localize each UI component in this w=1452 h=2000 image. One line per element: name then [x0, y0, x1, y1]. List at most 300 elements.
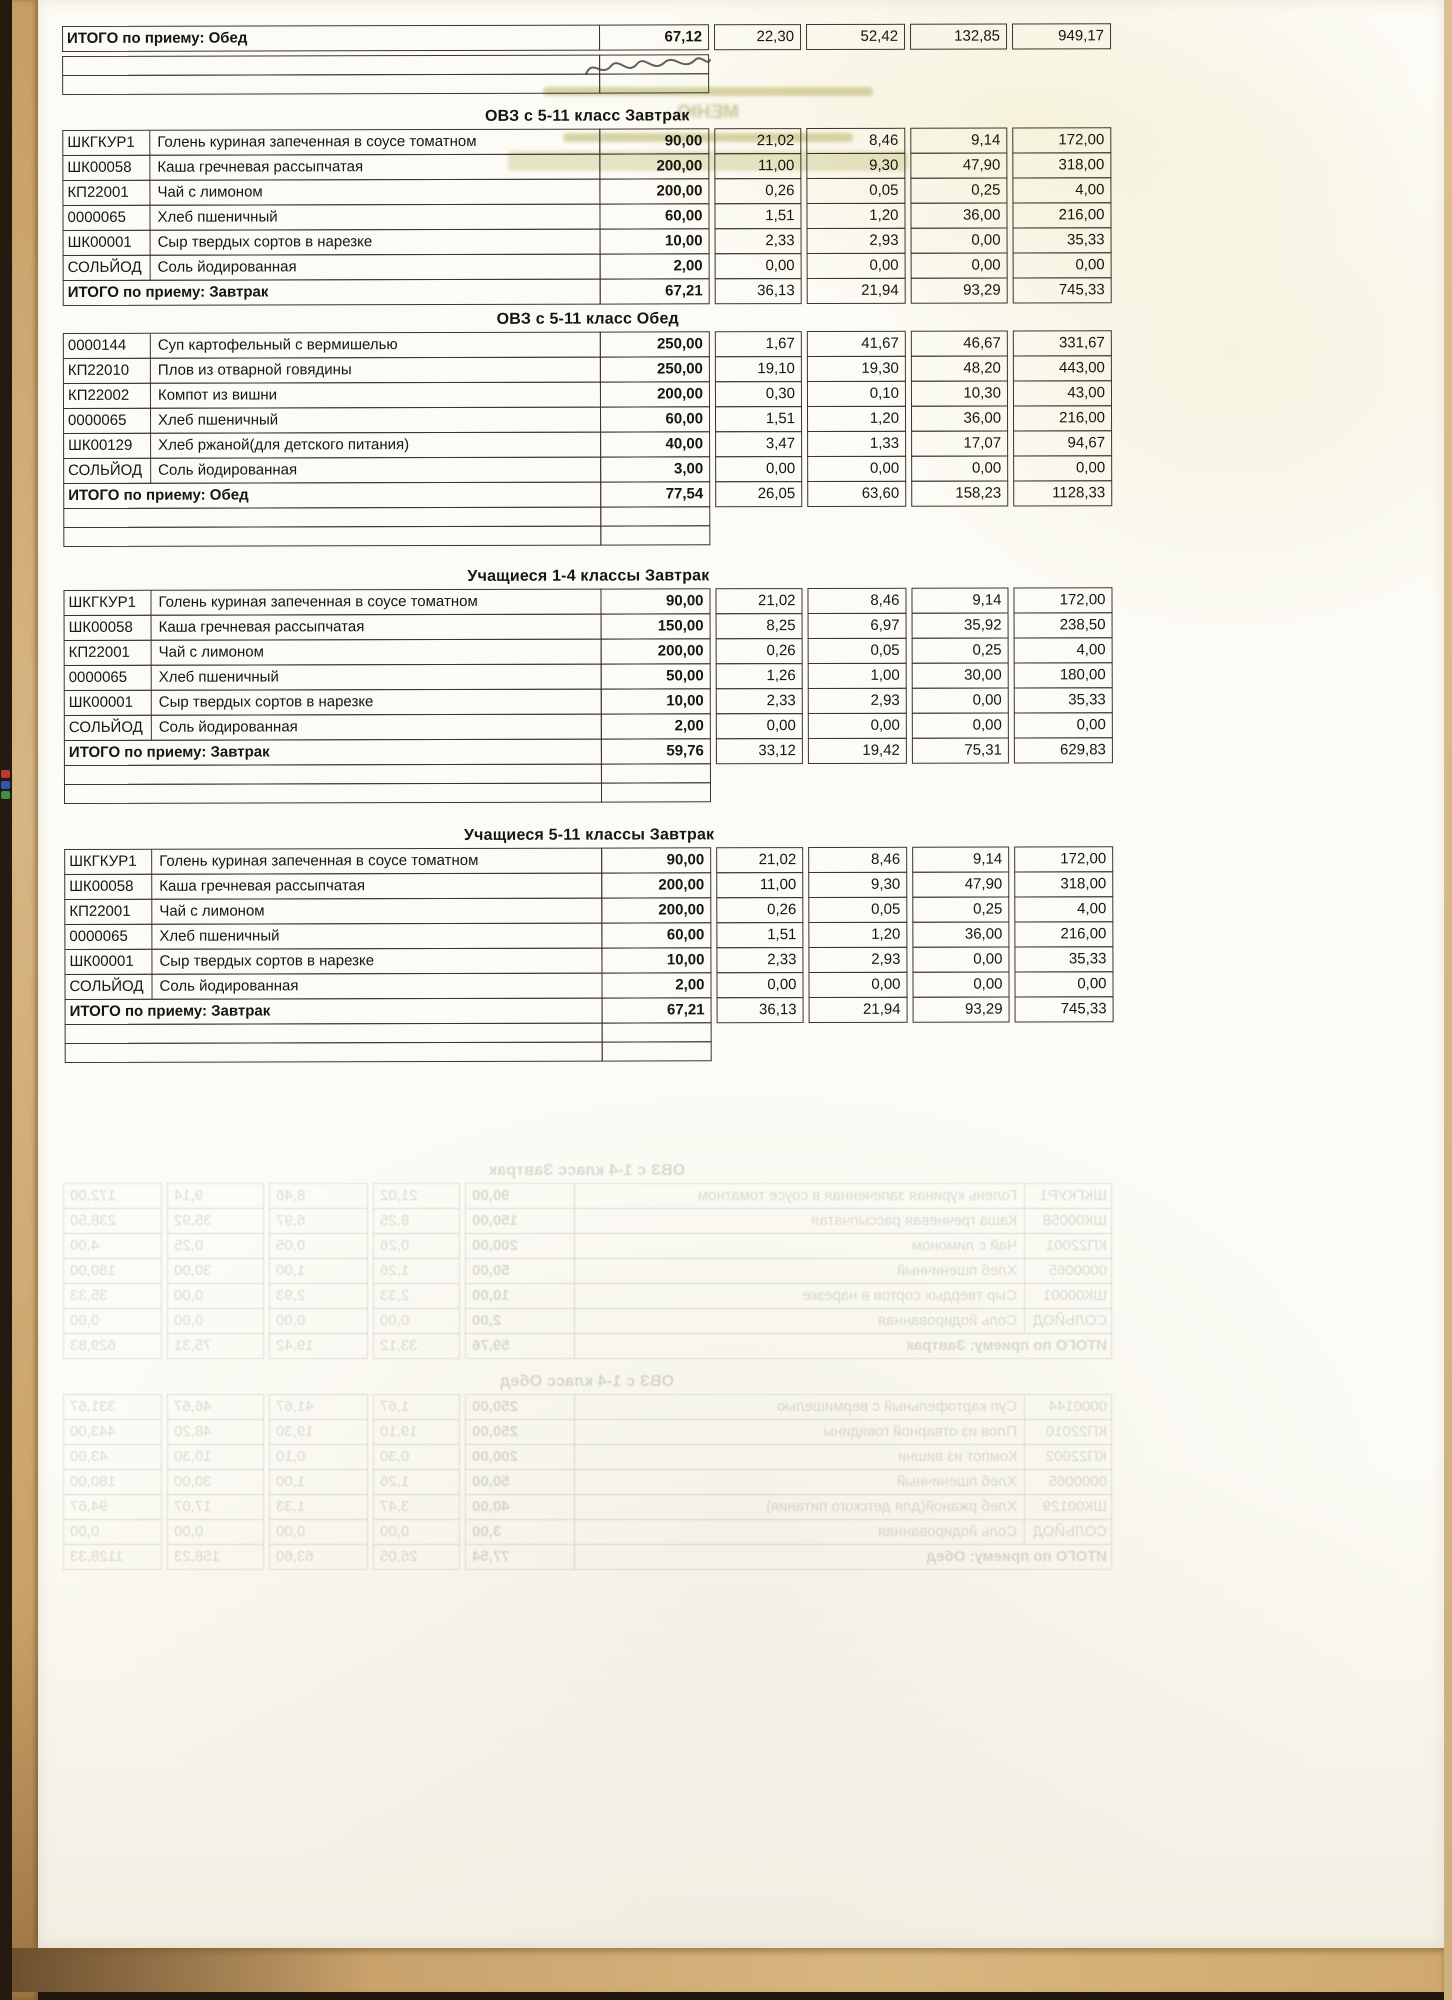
- dish-name: Соль йодированная: [574, 1519, 1024, 1545]
- total-qty: 59,76: [465, 1333, 575, 1359]
- nutrient-value: 8,46: [269, 1183, 368, 1209]
- dish-code: ШКГКУР1: [63, 590, 151, 616]
- dish-code: ШКГКУР1: [1024, 1183, 1112, 1209]
- nutrient-value: 0,26: [714, 178, 801, 204]
- table-row: [60, 1394, 1112, 1420]
- nutrient-value: 0,26: [716, 638, 803, 664]
- dish-code: ШК00058: [1024, 1208, 1112, 1234]
- nutrient-value: 0,00: [269, 1308, 368, 1334]
- nutrient-value: 9,30: [806, 153, 905, 179]
- total-value: 63,60: [269, 1544, 368, 1570]
- dish-code: СОЛЬЙОД: [1024, 1308, 1112, 1334]
- empty-row: [63, 524, 1113, 547]
- total-value: 21,94: [807, 278, 906, 304]
- qty-value: 200,00: [465, 1444, 575, 1470]
- qty-value: 10,00: [600, 228, 710, 254]
- nutrient-value: 0,00: [912, 947, 1009, 973]
- dish-name: Чай с лимоном: [152, 898, 602, 925]
- qty-value: 3,00: [600, 456, 710, 482]
- qty-value: 200,00: [599, 178, 709, 204]
- dish-code: СОЛЬЙОД: [1024, 1519, 1112, 1545]
- nutrient-value: 21,02: [715, 588, 802, 614]
- nutrient-value: 1,51: [714, 203, 801, 229]
- dish-code: КП22001: [64, 899, 152, 925]
- dish-name: Голень куриная запеченная в соусе томатном: [151, 589, 601, 616]
- nutrient-value: 0,00: [373, 1308, 460, 1334]
- dish-name: Сыр твердых сортов в нарезке: [152, 948, 602, 975]
- total-value: 158,23: [167, 1544, 264, 1570]
- paper-edge-left: [12, 0, 38, 2000]
- nutrient-value: 1,00: [269, 1258, 368, 1284]
- total-value: 19,42: [269, 1333, 368, 1359]
- menu-table: [63, 330, 1113, 509]
- total-value: 21,94: [809, 997, 908, 1023]
- table-row: [60, 1233, 1112, 1259]
- ghost-section-title: ОВЗ с 1-4 класс Завтрак: [488, 1162, 686, 1179]
- table-row: [60, 1283, 1112, 1309]
- dish-name: Хлеб пшеничный: [574, 1469, 1024, 1495]
- nutrient-value: 1,26: [373, 1258, 460, 1284]
- qty-value: 60,00: [601, 922, 711, 948]
- total-row: [63, 480, 1113, 509]
- nutrient-value: 2,33: [373, 1283, 460, 1309]
- dish-code: СОЛЬЙОД: [63, 458, 151, 484]
- dish-name: Хлеб ржаной(для детского питания): [151, 432, 601, 459]
- nutrient-value: 2,93: [269, 1283, 368, 1309]
- nutrient-value: 238,50: [1014, 612, 1113, 638]
- ghost-showthrough-tables: [60, 1148, 1112, 1570]
- nutrient-value: 4,00: [1012, 177, 1111, 203]
- empty-cell: [599, 73, 709, 93]
- empty-cell: [602, 1022, 712, 1042]
- empty-cell: [63, 526, 601, 547]
- empty-cell: [63, 507, 601, 528]
- dish-code: ШК00001: [64, 949, 152, 975]
- nutrient-value: 1,26: [716, 663, 803, 689]
- nutrient-value: 48,20: [911, 356, 1008, 382]
- dish-code: 0000065: [1024, 1469, 1112, 1495]
- total-value: 158,23: [911, 481, 1008, 507]
- nutrient-value: 47,90: [910, 153, 1007, 179]
- nutrient-value: 331,67: [63, 1394, 162, 1420]
- nutrient-value: 21,02: [373, 1183, 460, 1209]
- nutrient-value: 216,00: [1013, 405, 1112, 431]
- total-value: 75,31: [167, 1333, 264, 1359]
- dish-code: КП22001: [62, 180, 150, 206]
- nutrient-value: 46,67: [167, 1394, 264, 1420]
- nutrient-value: 35,33: [63, 1283, 162, 1309]
- menu-table: [60, 1183, 1112, 1359]
- dish-code: ШК00129: [1024, 1494, 1112, 1520]
- total-row: [60, 1544, 1112, 1570]
- nutrient-value: 0,00: [911, 228, 1008, 254]
- nutrient-value: 0,10: [269, 1444, 368, 1470]
- nutrient-value: 172,00: [63, 1183, 162, 1209]
- nutrient-value: 8,25: [716, 613, 803, 639]
- ghost-section-title: ОВЗ с 1-4 класс Обед: [499, 1373, 675, 1390]
- nutrient-value: 0,00: [808, 972, 907, 998]
- nutrient-value: 180,00: [1014, 662, 1113, 688]
- nutrient-value: 1,20: [807, 406, 906, 432]
- nutrient-value: 216,00: [1012, 202, 1111, 228]
- nutrient-value: 1,67: [715, 331, 802, 357]
- qty-value: 200,00: [599, 153, 709, 179]
- dish-code: ШК00058: [64, 615, 152, 641]
- total-value: 93,29: [913, 997, 1010, 1023]
- nutrient-value: 21,02: [716, 847, 803, 873]
- dish-name: Компот из вишни: [151, 382, 601, 409]
- nutrient-value: 9,14: [912, 847, 1009, 873]
- scanner-background-strip: [0, 0, 12, 2000]
- nutrient-value: 30,00: [167, 1258, 264, 1284]
- empty-cell: [599, 54, 709, 74]
- nutrient-value: 180,00: [63, 1258, 162, 1284]
- nutrient-value: 0,25: [912, 897, 1009, 923]
- color-mark-red: [1, 770, 10, 778]
- dish-name: Хлеб ржаной(для детского питания): [574, 1494, 1024, 1520]
- spacer: [63, 544, 1113, 567]
- section-title: Учащиеся 1-4 классы Завтрак: [467, 567, 710, 585]
- dish-name: Плов из отварной говядины: [151, 357, 601, 384]
- total-qty: 67,21: [600, 278, 710, 304]
- dish-name: Каша гречневая рассыпчатая: [574, 1208, 1024, 1234]
- total-value: 63,60: [807, 481, 906, 507]
- total-row: [65, 996, 1115, 1025]
- total-qty: 77,54: [600, 481, 710, 507]
- total-value: 33,12: [716, 738, 803, 764]
- total-qty: 59,76: [601, 738, 711, 764]
- nutrient-value: 0,00: [912, 688, 1009, 714]
- empty-row: [64, 781, 1114, 804]
- nutrient-value: 4,00: [1014, 637, 1113, 663]
- table-row: [60, 1308, 1112, 1334]
- dish-name: Чай с лимоном: [574, 1233, 1024, 1259]
- empty-cell: [62, 74, 600, 95]
- paper-edge-bottom: [12, 1948, 1444, 1992]
- total-value: 1128,33: [63, 1544, 162, 1570]
- nutrient-value: 1,00: [269, 1469, 368, 1495]
- dish-code: КП22010: [63, 358, 151, 384]
- nutrient-value: 2,93: [807, 228, 906, 254]
- total-label: ИТОГО по приему: Обед: [63, 482, 601, 509]
- dish-name: Соль йодированная: [152, 714, 602, 741]
- nutrient-value: 0,25: [910, 178, 1007, 204]
- qty-value: 150,00: [465, 1208, 575, 1234]
- dish-code: КП22001: [1024, 1233, 1112, 1259]
- nutrient-value: 1,20: [808, 922, 907, 948]
- dish-code: ШКГКУР1: [62, 130, 150, 156]
- table-row: [60, 1469, 1112, 1495]
- nutrient-value: 94,67: [63, 1494, 162, 1520]
- qty-value: 2,00: [600, 253, 710, 279]
- nutrient-value: 2,33: [716, 688, 803, 714]
- nutrient-value: 0,00: [716, 713, 803, 739]
- dish-code: КП22002: [1024, 1444, 1112, 1470]
- total-value: 949,17: [1012, 23, 1111, 49]
- total-value: 745,33: [1013, 277, 1112, 303]
- menu-table: [60, 1394, 1112, 1570]
- dish-name: Каша гречневая рассыпчатая: [152, 614, 602, 641]
- nutrient-value: 36,00: [912, 922, 1009, 948]
- dish-name: Компот из вишни: [574, 1444, 1024, 1470]
- ghost-menu-title: МЕНЮ: [677, 102, 739, 123]
- total-qty: 67,12: [599, 24, 709, 50]
- nutrient-value: 11,00: [716, 872, 803, 898]
- dish-code: ШК00001: [63, 230, 151, 256]
- nutrient-value: 17,07: [911, 431, 1008, 457]
- nutrient-value: 8,46: [807, 588, 906, 614]
- total-value: 22,30: [714, 24, 801, 50]
- paper: [38, 0, 1444, 1948]
- dish-name: Хлеб пшеничный: [152, 923, 602, 950]
- nutrient-value: 0,10: [807, 381, 906, 407]
- nutrient-value: 3,47: [715, 431, 802, 457]
- dish-code: 0000065: [64, 665, 152, 691]
- dish-name: Каша гречневая рассыпчатая: [150, 154, 600, 181]
- qty-value: 2,00: [465, 1308, 575, 1334]
- nutrient-value: 2,93: [808, 947, 907, 973]
- menu-document-content: [62, 23, 1115, 1063]
- nutrient-value: 19,10: [373, 1419, 460, 1445]
- dish-name: Соль йодированная: [574, 1308, 1024, 1334]
- empty-cell: [600, 525, 710, 545]
- nutrient-value: 3,47: [373, 1494, 460, 1520]
- nutrient-value: 172,00: [1013, 587, 1112, 613]
- nutrient-value: 19,30: [269, 1419, 368, 1445]
- qty-value: 250,00: [600, 356, 710, 382]
- nutrient-value: 30,00: [167, 1469, 264, 1495]
- empty-row: [62, 72, 1112, 95]
- dish-code: ШК00129: [63, 433, 151, 459]
- nutrient-value: 8,46: [808, 847, 907, 873]
- total-value: 26,05: [715, 481, 802, 507]
- nutrient-value: 41,67: [269, 1394, 368, 1420]
- nutrient-value: 36,00: [911, 406, 1008, 432]
- dish-code: 0000065: [1024, 1258, 1112, 1284]
- total-label: ИТОГО по приему: Завтрак: [63, 279, 601, 306]
- nutrient-value: 0,05: [269, 1233, 368, 1259]
- nutrient-value: 8,46: [806, 128, 905, 154]
- nutrient-value: 0,00: [715, 253, 802, 279]
- total-value: 629,83: [1014, 737, 1113, 763]
- nutrient-value: 19,10: [715, 356, 802, 382]
- empty-cell: [65, 1042, 603, 1063]
- nutrient-value: 21,02: [714, 128, 801, 154]
- nutrient-value: 43,00: [63, 1444, 162, 1470]
- dish-code: СОЛЬЙОД: [64, 974, 152, 1000]
- nutrient-value: 6,97: [269, 1208, 368, 1234]
- spacer: [64, 801, 1114, 826]
- dish-code: КП22001: [64, 640, 152, 666]
- empty-row: [65, 1040, 1115, 1063]
- nutrient-value: 9,14: [167, 1183, 264, 1209]
- nutrient-value: 0,00: [63, 1308, 162, 1334]
- dish-name: Сыр твердых сортов в нарезке: [152, 689, 602, 716]
- table-row: [60, 1519, 1112, 1545]
- dish-code: 0000065: [64, 924, 152, 950]
- qty-value: 150,00: [601, 613, 711, 639]
- nutrient-value: 4,00: [1014, 896, 1113, 922]
- dish-name: Хлеб пшеничный: [152, 664, 602, 691]
- section-title: ОВЗ с 5-11 класс Завтрак: [484, 107, 690, 125]
- nutrient-value: 331,67: [1013, 330, 1112, 356]
- empty-rows: [64, 762, 1114, 804]
- nutrient-value: 238,50: [63, 1208, 162, 1234]
- qty-value: 2,00: [601, 713, 711, 739]
- nutrient-value: 1,33: [269, 1494, 368, 1520]
- nutrient-value: 2,93: [808, 688, 907, 714]
- dish-name: Соль йодированная: [151, 254, 601, 281]
- dish-code: ШК00058: [64, 874, 152, 900]
- nutrient-value: 318,00: [1012, 152, 1111, 178]
- nutrient-value: 1,67: [373, 1394, 460, 1420]
- nutrient-value: 216,00: [1014, 921, 1113, 947]
- nutrient-value: 0,00: [911, 253, 1008, 279]
- nutrient-value: 6,97: [808, 613, 907, 639]
- dish-name: Чай с лимоном: [150, 179, 600, 206]
- total-value: 745,33: [1015, 996, 1114, 1022]
- qty-value: 40,00: [465, 1494, 575, 1520]
- nutrient-value: 0,00: [912, 972, 1009, 998]
- total-row: [63, 277, 1113, 306]
- total-value: 26,05: [373, 1544, 460, 1570]
- dish-name: Хлеб пшеничный: [151, 407, 601, 434]
- nutrient-value: 0,05: [808, 897, 907, 923]
- total-label: ИТОГО по приему: Завтрак: [64, 739, 602, 766]
- dish-name: Голень куриная запеченная в соусе томатном: [152, 848, 602, 875]
- total-value: 75,31: [912, 738, 1009, 764]
- nutrient-value: 0,05: [808, 638, 907, 664]
- nutrient-value: 0,00: [167, 1519, 264, 1545]
- nutrient-value: 1,51: [716, 922, 803, 948]
- total-row: [62, 23, 1112, 52]
- empty-rows: [62, 53, 1112, 95]
- nutrient-value: 48,20: [167, 1419, 264, 1445]
- nutrient-value: 318,00: [1014, 871, 1113, 897]
- nutrient-value: 19,30: [807, 356, 906, 382]
- menu-table: [63, 587, 1113, 766]
- qty-value: 200,00: [601, 638, 711, 664]
- nutrient-value: 35,33: [1014, 687, 1113, 713]
- qty-value: 10,00: [465, 1283, 575, 1309]
- total-label: ИТОГО по приему: Завтрак: [65, 998, 603, 1025]
- qty-value: 3,00: [465, 1519, 575, 1545]
- total-value: 36,13: [717, 997, 804, 1023]
- nutrient-value: 8,25: [373, 1208, 460, 1234]
- dish-code: 0000065: [63, 408, 151, 434]
- nutrient-value: 47,90: [912, 872, 1009, 898]
- total-value: 19,42: [808, 738, 907, 764]
- dish-code: ШК00058: [62, 155, 150, 181]
- nutrient-value: 0,00: [911, 456, 1008, 482]
- qty-value: 50,00: [465, 1469, 575, 1495]
- qty-value: 90,00: [601, 847, 711, 873]
- color-mark-green: [1, 791, 10, 799]
- empty-cell: [600, 506, 710, 526]
- nutrient-value: 1,20: [806, 203, 905, 229]
- dish-code: ШК00001: [1024, 1283, 1112, 1309]
- empty-cell: [602, 1041, 712, 1061]
- nutrient-value: 11,00: [714, 153, 801, 179]
- qty-value: 200,00: [601, 897, 711, 923]
- total-row: [64, 737, 1114, 766]
- empty-rows: [63, 505, 1113, 547]
- nutrient-value: 0,00: [715, 456, 802, 482]
- color-mark-blue: [1, 781, 10, 789]
- empty-cell: [62, 55, 600, 76]
- total-value: 629,83: [63, 1333, 162, 1359]
- nutrient-value: 94,67: [1013, 430, 1112, 456]
- qty-value: 250,00: [465, 1419, 575, 1445]
- nutrient-value: 46,67: [911, 331, 1008, 357]
- nutrient-value: 1,00: [808, 663, 907, 689]
- empty-cell: [601, 763, 711, 783]
- nutrient-value: 443,00: [63, 1419, 162, 1445]
- menu-table: [64, 846, 1114, 1025]
- nutrient-value: 0,26: [716, 897, 803, 923]
- table-row: [60, 1208, 1112, 1234]
- qty-value: 200,00: [600, 381, 710, 407]
- nutrient-value: 0,25: [912, 638, 1009, 664]
- nutrient-value: 0,05: [806, 178, 905, 204]
- total-value: 52,42: [806, 24, 905, 50]
- nutrient-value: 10,30: [911, 381, 1008, 407]
- nutrient-value: 36,00: [910, 203, 1007, 229]
- total-label: ИТОГО по приему: Обед: [62, 25, 600, 52]
- total-value: 36,13: [715, 278, 802, 304]
- qty-value: 200,00: [465, 1233, 575, 1259]
- nutrient-value: 172,00: [1012, 127, 1111, 153]
- dish-name: Хлеб пшеничный: [150, 204, 600, 231]
- dish-code: ШК00001: [64, 690, 152, 716]
- qty-value: 60,00: [599, 203, 709, 229]
- dish-name: Голень куриная запеченная в соусе томатном: [150, 129, 600, 156]
- nutrient-value: 9,14: [910, 128, 1007, 154]
- dish-code: 0000144: [1024, 1394, 1112, 1420]
- dish-code: КП22010: [1024, 1419, 1112, 1445]
- qty-value: 90,00: [465, 1183, 575, 1209]
- dish-name: Сыр твердых сортов в нарезке: [151, 229, 601, 256]
- qty-value: 50,00: [465, 1258, 575, 1284]
- nutrient-value: 0,25: [167, 1233, 264, 1259]
- dish-code: КП22002: [63, 383, 151, 409]
- qty-value: 50,00: [601, 663, 711, 689]
- nutrient-value: 1,26: [373, 1469, 460, 1495]
- dish-name: Чай с лимоном: [152, 639, 602, 666]
- nutrient-value: 0,30: [715, 381, 802, 407]
- section-title: ОВЗ с 5-11 класс Обед: [496, 310, 679, 328]
- nutrient-value: 0,00: [63, 1519, 162, 1545]
- total-label: ИТОГО по приему: Обед: [574, 1544, 1112, 1570]
- table-row: [60, 1444, 1112, 1470]
- nutrient-value: 0,00: [912, 713, 1009, 739]
- nutrient-value: 1,51: [715, 406, 802, 432]
- qty-value: 250,00: [465, 1394, 575, 1420]
- total-qty: 67,21: [602, 997, 712, 1023]
- nutrient-value: 9,14: [911, 588, 1008, 614]
- dish-name: Соль йодированная: [151, 457, 601, 484]
- dish-code: 0000144: [63, 333, 151, 359]
- qty-value: 60,00: [600, 406, 710, 432]
- nutrient-value: 0,00: [807, 456, 906, 482]
- nutrient-value: 0,00: [269, 1519, 368, 1545]
- dish-name: Суп картофельный с вермишелью: [574, 1394, 1024, 1420]
- table-row: [60, 1494, 1112, 1520]
- empty-cell: [65, 1023, 603, 1044]
- dish-name: Соль йодированная: [152, 973, 602, 1000]
- total-value: 33,12: [373, 1333, 460, 1359]
- nutrient-value: 0,00: [807, 253, 906, 279]
